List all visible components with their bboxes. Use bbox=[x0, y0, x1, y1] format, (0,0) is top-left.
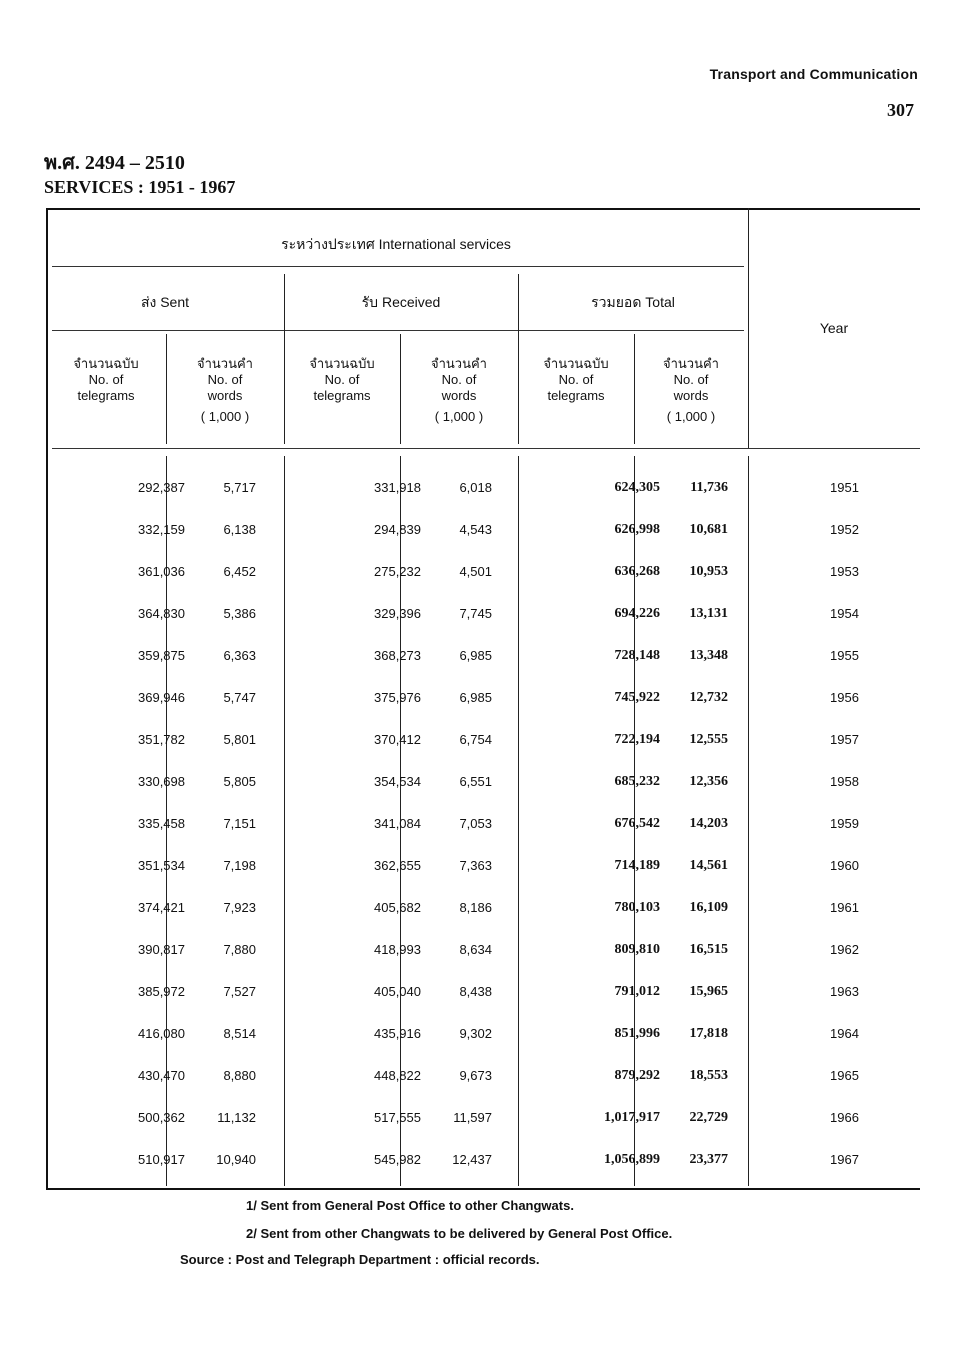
table-cell: 330,698 bbox=[138, 774, 185, 789]
table-cell: 1951 bbox=[830, 480, 859, 495]
table-cell: 1,017,917 bbox=[604, 1110, 660, 1125]
table-cell: 7,053 bbox=[459, 816, 492, 831]
table-row bbox=[46, 970, 920, 1012]
table-row bbox=[46, 886, 920, 928]
table-cell: 11,597 bbox=[453, 1110, 492, 1125]
table-cell: 362,655 bbox=[374, 858, 421, 873]
table-cell: 435,916 bbox=[374, 1026, 421, 1041]
table-cell: 335,458 bbox=[138, 816, 185, 831]
table-cell: 351,782 bbox=[138, 732, 185, 747]
table-cell: 809,810 bbox=[614, 942, 660, 957]
table-cell: 8,634 bbox=[459, 942, 492, 957]
table-cell: 331,918 bbox=[374, 480, 421, 495]
table-cell: 12,356 bbox=[689, 774, 728, 789]
table-cell: 5,805 bbox=[223, 774, 256, 789]
table-row bbox=[46, 508, 920, 550]
table-cell: 7,527 bbox=[223, 984, 256, 999]
table-row bbox=[46, 760, 920, 802]
table-cell: 361,036 bbox=[138, 564, 185, 579]
table-cell: 1965 bbox=[830, 1068, 859, 1083]
table-cell: 354,534 bbox=[374, 774, 421, 789]
table-cell: 1963 bbox=[830, 984, 859, 999]
table-cell: 10,953 bbox=[689, 564, 728, 579]
table-cell: 7,363 bbox=[459, 858, 492, 873]
table-cell: 1960 bbox=[830, 858, 859, 873]
table-cell: 1967 bbox=[830, 1152, 859, 1167]
table-cell: 6,363 bbox=[223, 648, 256, 663]
subgroup-rule bbox=[52, 330, 744, 331]
table-cell: 359,875 bbox=[138, 648, 185, 663]
table-cell: 624,305 bbox=[614, 480, 660, 495]
year-header: Year bbox=[819, 320, 849, 336]
table-cell: 390,817 bbox=[138, 942, 185, 957]
source-note: Source : Post and Telegraph Department : official records. bbox=[180, 1252, 540, 1267]
table-top-rule bbox=[46, 208, 920, 210]
table-cell: 10,940 bbox=[216, 1152, 256, 1167]
table-cell: 275,232 bbox=[374, 564, 421, 579]
column-header: จำนวนคำ No. of words ( 1,000 ) bbox=[663, 356, 719, 424]
table-cell: 13,348 bbox=[689, 648, 728, 663]
table-cell: 329,396 bbox=[374, 606, 421, 621]
column-header: จำนวนคำ No. of words ( 1,000 ) bbox=[431, 356, 487, 424]
table-cell: 1958 bbox=[830, 774, 859, 789]
table-cell: 4,543 bbox=[459, 522, 492, 537]
table-cell: 722,194 bbox=[614, 732, 660, 747]
total-header: รวมยอด Total bbox=[591, 294, 675, 310]
table-row bbox=[46, 1096, 920, 1138]
table-row bbox=[46, 1054, 920, 1096]
table-cell: 15,965 bbox=[689, 984, 728, 999]
table-cell: 5,386 bbox=[223, 606, 256, 621]
table-cell: 510,917 bbox=[138, 1152, 185, 1167]
table-cell: 851,996 bbox=[614, 1026, 660, 1041]
table-cell: 5,717 bbox=[223, 480, 256, 495]
table-cell: 448,822 bbox=[374, 1068, 421, 1083]
table-bottom-rule bbox=[46, 1188, 920, 1190]
table-cell: 6,754 bbox=[459, 732, 492, 747]
table-row bbox=[46, 634, 920, 676]
table-row bbox=[46, 550, 920, 592]
table-cell: 1954 bbox=[830, 606, 859, 621]
table-cell: 405,040 bbox=[374, 984, 421, 999]
table-cell: 370,412 bbox=[374, 732, 421, 747]
table-cell: 12,732 bbox=[689, 690, 728, 705]
table-cell: 6,551 bbox=[459, 774, 492, 789]
table-cell: 332,159 bbox=[138, 522, 185, 537]
table-cell: 714,189 bbox=[614, 858, 660, 873]
table-cell: 1957 bbox=[830, 732, 859, 747]
table-cell: 6,018 bbox=[459, 480, 492, 495]
table-cell: 416,080 bbox=[138, 1026, 185, 1041]
column-header: จำนวนฉบับ No. of telegrams bbox=[543, 356, 609, 403]
table-cell: 341,084 bbox=[374, 816, 421, 831]
table-cell: 16,515 bbox=[689, 942, 728, 957]
table-row bbox=[46, 802, 920, 844]
table-cell: 1956 bbox=[830, 690, 859, 705]
table-cell: 6,138 bbox=[223, 522, 256, 537]
table-cell: 6,985 bbox=[459, 648, 492, 663]
table-cell: 14,561 bbox=[689, 858, 728, 873]
table-cell: 17,818 bbox=[689, 1026, 728, 1041]
table-cell: 694,226 bbox=[614, 606, 660, 621]
table-row bbox=[46, 928, 920, 970]
table-cell: 430,470 bbox=[138, 1068, 185, 1083]
table-cell: 13,131 bbox=[689, 606, 728, 621]
table-cell: 1953 bbox=[830, 564, 859, 579]
table-cell: 7,923 bbox=[223, 900, 256, 915]
table-cell: 385,972 bbox=[138, 984, 185, 999]
table-cell: 11,132 bbox=[217, 1110, 256, 1125]
table-cell: 22,729 bbox=[689, 1110, 728, 1125]
table-cell: 418,993 bbox=[374, 942, 421, 957]
column-header: จำนวนคำ No. of words ( 1,000 ) bbox=[197, 356, 253, 424]
table-cell: 4,501 bbox=[459, 564, 492, 579]
table-cell: 18,553 bbox=[689, 1068, 728, 1083]
received-header: รับ Received bbox=[361, 294, 441, 310]
table-cell: 745,922 bbox=[614, 690, 660, 705]
table-cell: 8,880 bbox=[223, 1068, 256, 1083]
header-bottom-rule bbox=[52, 448, 920, 449]
table-cell: 500,362 bbox=[138, 1110, 185, 1125]
table-cell: 11,736 bbox=[690, 480, 728, 495]
table-cell: 7,880 bbox=[223, 942, 256, 957]
table-cell: 375,976 bbox=[374, 690, 421, 705]
footnote-2: 2/ Sent from other Changwats to be delivered by General Post Office. bbox=[246, 1226, 673, 1241]
table-row bbox=[46, 676, 920, 718]
table-row bbox=[46, 1012, 920, 1054]
table-cell: 1,056,899 bbox=[604, 1152, 660, 1167]
running-head: Transport and Communication bbox=[709, 66, 918, 82]
table-cell: 636,268 bbox=[614, 564, 660, 579]
table-cell: 5,747 bbox=[223, 690, 256, 705]
table-cell: 545,982 bbox=[374, 1152, 421, 1167]
table-cell: 728,148 bbox=[614, 648, 660, 663]
table-cell: 8,186 bbox=[459, 900, 492, 915]
table-cell: 12,437 bbox=[452, 1152, 492, 1167]
table-cell: 1952 bbox=[830, 522, 859, 537]
table-title-thai: พ.ศ. 2494 – 2510 bbox=[44, 152, 185, 174]
table-cell: 780,103 bbox=[614, 900, 660, 915]
table-cell: 10,681 bbox=[689, 522, 728, 537]
table-cell: 676,542 bbox=[614, 816, 660, 831]
table-row bbox=[46, 718, 920, 760]
table-cell: 14,203 bbox=[689, 816, 728, 831]
table-cell: 685,232 bbox=[614, 774, 660, 789]
table-cell: 7,745 bbox=[459, 606, 492, 621]
group-rule bbox=[52, 266, 744, 267]
table-cell: 6,985 bbox=[459, 690, 492, 705]
sent-header: ส่ง Sent bbox=[140, 294, 190, 310]
table-cell: 8,514 bbox=[223, 1026, 256, 1041]
table-cell: 7,151 bbox=[223, 816, 256, 831]
page-number: 307 bbox=[887, 100, 914, 120]
table-cell: 1966 bbox=[830, 1110, 859, 1125]
footnote-1: 1/ Sent from General Post Office to other Changwats. bbox=[246, 1198, 574, 1213]
table-cell: 1955 bbox=[830, 648, 859, 663]
table-cell: 16,109 bbox=[689, 900, 728, 915]
table-cell: 9,302 bbox=[459, 1026, 492, 1041]
table-cell: 368,273 bbox=[374, 648, 421, 663]
table-title-english: SERVICES : 1951 - 1967 bbox=[44, 177, 236, 197]
table-cell: 1961 bbox=[830, 900, 859, 915]
table-cell: 374,421 bbox=[138, 900, 185, 915]
table-row bbox=[46, 466, 920, 508]
column-header: จำนวนฉบับ No. of telegrams bbox=[73, 356, 139, 403]
table-cell: 364,830 bbox=[138, 606, 185, 621]
table-cell: 12,555 bbox=[689, 732, 728, 747]
table-cell: 23,377 bbox=[689, 1152, 728, 1167]
table-cell: 7,198 bbox=[223, 858, 256, 873]
table-row bbox=[46, 592, 920, 634]
table-cell: 292,387 bbox=[138, 480, 185, 495]
table-cell: 1959 bbox=[830, 816, 859, 831]
table-cell: 351,534 bbox=[138, 858, 185, 873]
table-cell: 1964 bbox=[830, 1026, 859, 1041]
table-cell: 369,946 bbox=[138, 690, 185, 705]
table-cell: 1962 bbox=[830, 942, 859, 957]
table-cell: 405,682 bbox=[374, 900, 421, 915]
international-services-header: ระหว่างประเทศ International services bbox=[281, 236, 511, 252]
table-cell: 6,452 bbox=[223, 564, 256, 579]
table-row bbox=[46, 1138, 920, 1180]
table-cell: 626,998 bbox=[614, 522, 660, 537]
table-cell: 9,673 bbox=[459, 1068, 492, 1083]
column-header: จำนวนฉบับ No. of telegrams bbox=[309, 356, 375, 403]
table-cell: 8,438 bbox=[459, 984, 492, 999]
table-cell: 517,555 bbox=[374, 1110, 421, 1125]
table-row bbox=[46, 844, 920, 886]
table-cell: 791,012 bbox=[614, 984, 660, 999]
table-cell: 5,801 bbox=[223, 732, 256, 747]
table-cell: 294,839 bbox=[374, 522, 421, 537]
table-cell: 879,292 bbox=[614, 1068, 660, 1083]
